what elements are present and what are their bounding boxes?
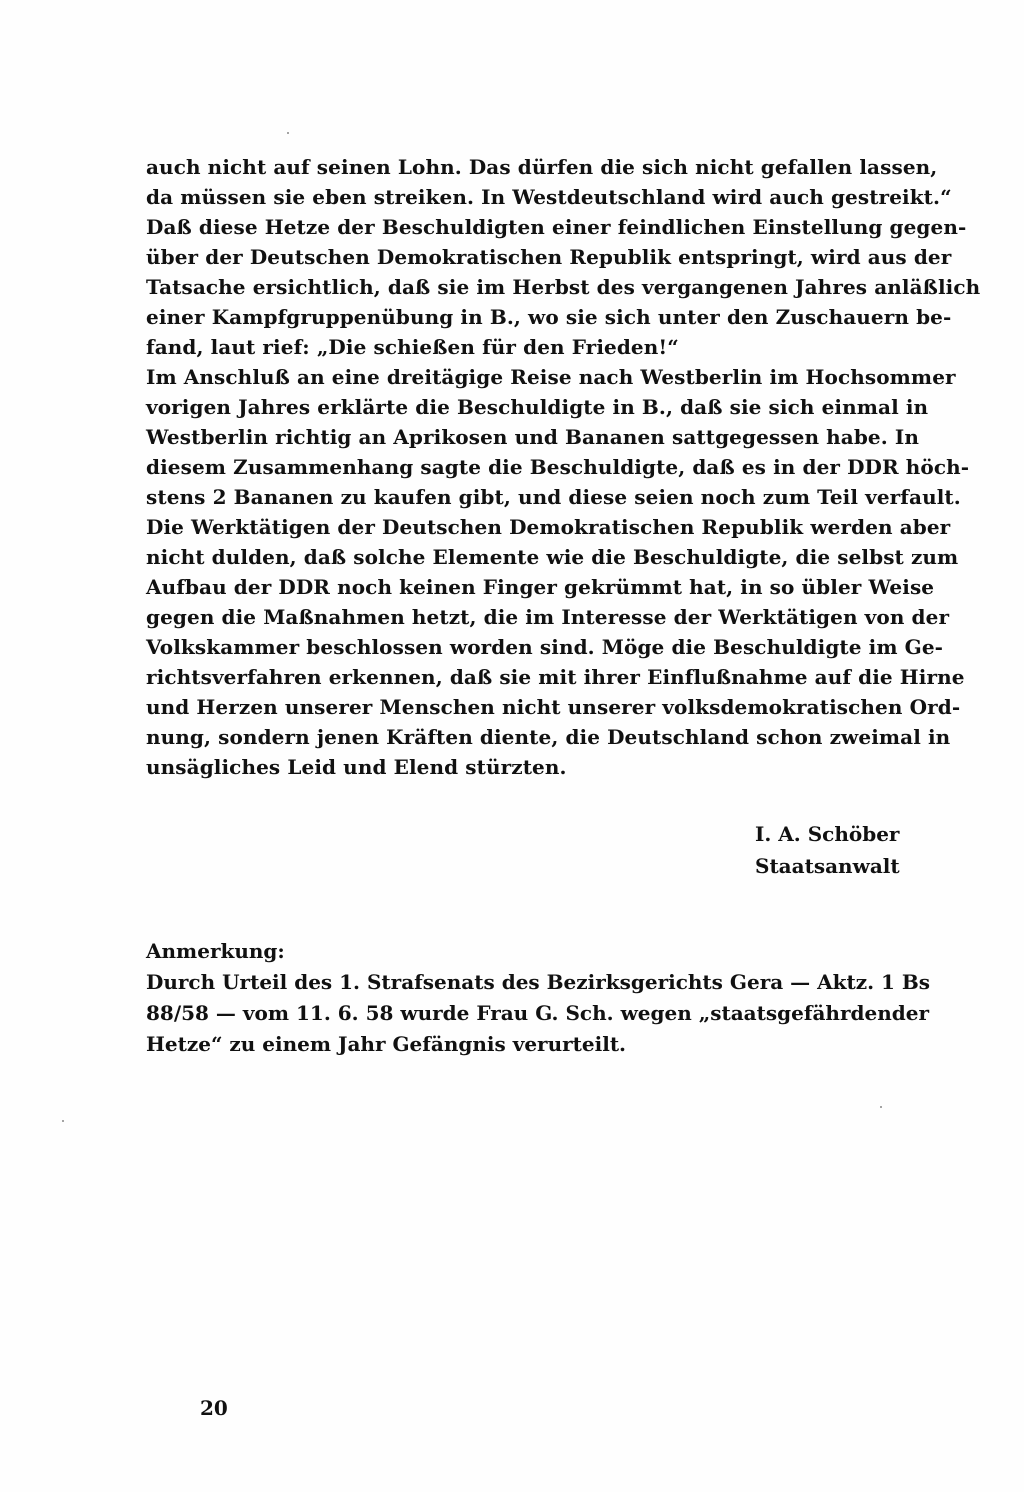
body-line: und Herzen unserer Menschen nicht unserer volksdemokratischen Ord-: [146, 695, 961, 719]
page-number: 20: [200, 1396, 228, 1420]
body-line: diesem Zusammenhang sagte die Beschuldigte, daß es in der DDR höch-: [146, 455, 970, 479]
body-line: Aufbau der DDR noch keinen Finger gekrümmt hat, in so übler Weise: [146, 575, 935, 599]
body-line: richtsverfahren erkennen, daß sie mit ihrer Einflußnahme auf die Hirne: [146, 665, 965, 689]
signatory-name: I. A. Schöber: [755, 822, 900, 846]
body-line: Die Werktätigen der Deutschen Demokratischen Republik werden aber: [146, 515, 951, 539]
body-line: unsägliches Leid und Elend stürzten.: [146, 755, 567, 779]
body-line: Im Anschluß an eine dreitägige Reise nach Westberlin im Hochsommer: [146, 365, 956, 389]
signatory-title: Staatsanwalt: [755, 854, 900, 878]
body-line: gegen die Maßnahmen hetzt, die im Interesse der Werktätigen von der: [146, 605, 950, 629]
body-line: einer Kampfgruppenübung in B., wo sie sich unter den Zuschauern be-: [146, 305, 952, 329]
body-line: nicht dulden, daß solche Elemente wie die Beschuldigte, die selbst zum: [146, 545, 959, 569]
signature-block: [755, 818, 900, 882]
body-line: Tatsache ersichtlich, daß sie im Herbst des vergangenen Jahres anläßlich: [146, 275, 981, 299]
print-speck: [287, 132, 289, 134]
body-paragraphs: [146, 152, 981, 782]
print-speck: [62, 1120, 64, 1122]
annotation-line: 88/58 — vom 11. 6. 58 wurde Frau G. Sch. wegen „staatsgefährdender: [146, 1001, 929, 1025]
annotation-line: Hetze“ zu einem Jahr Gefängnis verurteilt.: [146, 1032, 627, 1056]
annotation-block: [146, 936, 931, 1060]
body-line: nung, sondern jenen Kräften diente, die Deutschland schon zweimal in: [146, 725, 951, 749]
print-speck: [880, 1106, 882, 1108]
body-line: Westberlin richtig an Aprikosen und Bananen sattgegessen habe. In: [146, 425, 919, 449]
body-line: Daß diese Hetze der Beschuldigten einer feindlichen Einstellung gegen-: [146, 215, 967, 239]
body-line: auch nicht auf seinen Lohn. Das dürfen die sich nicht gefallen lassen,: [146, 155, 938, 179]
body-line: über der Deutschen Demokratischen Republik entspringt, wird aus der: [146, 245, 952, 269]
annotation-heading: Anmerkung:: [146, 939, 285, 963]
body-line: da müssen sie eben streiken. In Westdeutschland wird auch gestreikt.“: [146, 185, 952, 209]
annotation-line: Durch Urteil des 1. Strafsenats des Bezirksgerichts Gera — Aktz. 1 Bs: [146, 970, 931, 994]
body-line: stens 2 Bananen zu kaufen gibt, und diese seien noch zum Teil verfault.: [146, 485, 961, 509]
body-line: vorigen Jahres erklärte die Beschuldigte in B., daß sie sich einmal in: [146, 395, 929, 419]
body-line: Volkskammer beschlossen worden sind. Möge die Beschuldigte im Ge-: [146, 635, 944, 659]
body-line: fand, laut rief: „Die schießen für den Frieden!“: [146, 335, 679, 359]
